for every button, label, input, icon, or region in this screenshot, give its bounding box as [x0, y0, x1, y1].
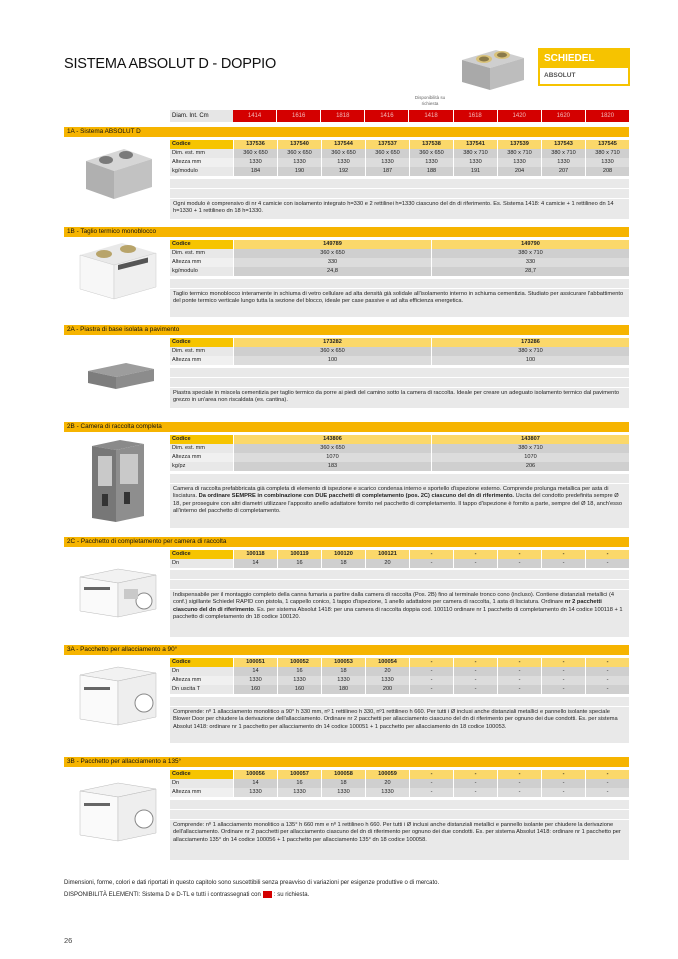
section-3b	[64, 757, 629, 862]
row-label: kg/pz	[170, 462, 233, 471]
table-cell: 184	[234, 167, 277, 176]
table-cell: -	[586, 550, 629, 559]
section-description: Ogni modulo è comprensivo di nr 4 camicie con isolamento integrato h=330 e 2 rettilinei h=1330 ciascuno del dn di riferimento. Es. Sistema 1418: 4 camicie + 1 rettilineo dn 14 h=1330 + 1 rettilineo dn 18 h=1330.	[170, 199, 629, 219]
table-cell: -	[454, 676, 497, 685]
table-cell: -	[454, 559, 497, 568]
table-row	[170, 240, 629, 249]
table-cell: -	[410, 779, 453, 788]
row-label: Altezza mm	[170, 453, 233, 462]
footer-disclaimer: Dimensioni, forme, colori e dati riportati in questo capitolo sono suscettibili senza preavviso di variazioni per esigenze produttive o di mercato.	[64, 880, 440, 886]
table-cell: 188	[410, 167, 453, 176]
table-cell: 1330	[322, 158, 365, 167]
collection-chamber-image	[90, 438, 146, 524]
spacer-strip	[170, 800, 629, 809]
section-description: Comprende: nº 1 allacciamento monolitico a 135° h 660 mm e nº 1 rettilineo h 660. Per tutti i Ø inclusi anche distanziali metallici e pannello isolante per chiudere la derivazione dell'allacciamento. Ordinare nr 2 pacchetti per allacciamento ciascuno del dn di riferimento per ognuno dei due condotti. Es. per sistema Absolut 1418: ordinare nr 1 pacchetto per allacciamento 135° dn 14 codice 100056 + 1 pacchetto per allacciamento 135° dn 18 codice 100058.	[170, 820, 629, 860]
table-cell: 1330	[278, 158, 321, 167]
table-cell: 1330	[322, 788, 365, 797]
table-row	[170, 249, 629, 258]
table-row	[170, 167, 629, 176]
table-row	[170, 453, 629, 462]
chimney-block-image	[458, 42, 528, 92]
table-cell: -	[410, 559, 453, 568]
table-cell: 200	[366, 685, 409, 694]
table-cell: 100118	[234, 550, 277, 559]
table-cell: 380 x 710	[498, 149, 541, 158]
diameter-col: 1416	[365, 110, 408, 122]
row-label: Codice	[170, 770, 233, 779]
table-cell: 1330	[234, 676, 277, 685]
table-cell: -	[586, 770, 629, 779]
diameter-header	[170, 110, 629, 122]
row-label: Codice	[170, 240, 233, 249]
table-cell: -	[410, 770, 453, 779]
spacer-strip	[170, 697, 629, 706]
table-cell: 100058	[322, 770, 365, 779]
diameter-header-label: Diam. Int. Cm	[170, 110, 233, 122]
spacer-strip	[170, 570, 629, 579]
table-cell: 16	[278, 559, 321, 568]
table-cell: 137540	[278, 140, 321, 149]
table-cell: 137541	[454, 140, 497, 149]
table-cell: -	[542, 667, 585, 676]
table-cell: 360 x 650	[366, 149, 409, 158]
table-row	[170, 356, 629, 365]
section-title: 2B - Camera di raccolta completa	[64, 422, 629, 432]
section-title: 1B - Taglio termico monoblocco	[64, 227, 629, 237]
table-cell: 360 x 650	[234, 249, 431, 258]
table-cell: 173286	[432, 338, 629, 347]
table-cell: 20	[366, 559, 409, 568]
table-cell: 1330	[234, 788, 277, 797]
table-cell: 149789	[234, 240, 431, 249]
table-cell: 143806	[234, 435, 431, 444]
table-cell: 180	[322, 685, 365, 694]
table-cell: 380 x 710	[432, 249, 629, 258]
table-cell: 191	[454, 167, 497, 176]
table-cell: 1330	[278, 788, 321, 797]
row-label: Codice	[170, 338, 233, 347]
diameter-col: 1618	[454, 110, 497, 122]
table-cell: 380 x 710	[454, 149, 497, 158]
table-cell: 1070	[234, 453, 431, 462]
table-cell: 1070	[432, 453, 629, 462]
table-cell: 100054	[366, 658, 409, 667]
table-cell: 18	[322, 559, 365, 568]
section-description: Camera di raccolta prefabbricata già completa di elemento di ispezione e scarico condensa interno e sportello d'ispezione esterno. Comprende prolunga metallica per asta di lisciatura. Da ordinare SEMPRE in combinazione con DUE pacchetti di completamento (pos. 2C) ciascuno del dn di riferimento. Uscita del condotto predefinita sempre Ø 18, per proseguire con altri diametri utilizzare l'apposito anello adattatore fornito nel pacchetto di completamento. Il tappo d'ispezione è fornito a parte, sempre del Ø 18, anch'esso all'interno del pacchetto di completamento.	[170, 484, 629, 528]
table-row	[170, 338, 629, 347]
spacer-strip	[170, 179, 629, 188]
table-cell: 330	[234, 258, 431, 267]
table-row	[170, 788, 629, 797]
table-cell: -	[410, 788, 453, 797]
spacer-strip	[170, 474, 629, 483]
row-label: Dn	[170, 559, 233, 568]
red-marker-icon	[263, 891, 272, 898]
section-2c	[64, 537, 629, 639]
table-cell: 360 x 650	[278, 149, 321, 158]
table-cell: 380 x 710	[432, 444, 629, 453]
table-cell: 16	[278, 779, 321, 788]
row-label: Dim. est. mm	[170, 249, 233, 258]
table-cell: 137539	[498, 140, 541, 149]
table-cell: 187	[366, 167, 409, 176]
diameter-col: 1414	[233, 110, 276, 122]
table-cell: -	[454, 667, 497, 676]
table-cell: 1330	[234, 158, 277, 167]
table-cell: -	[498, 550, 541, 559]
table-cell: 173282	[234, 338, 431, 347]
row-label: kg/modulo	[170, 167, 233, 176]
table-cell: -	[498, 685, 541, 694]
table-row	[170, 444, 629, 453]
availability-note: Disponibilità su richiesta	[414, 95, 446, 106]
table-cell: -	[498, 770, 541, 779]
table-cell: 137536	[234, 140, 277, 149]
table-row	[170, 550, 629, 559]
table-cell: 330	[432, 258, 629, 267]
table-cell: 100120	[322, 550, 365, 559]
table-cell: 137538	[410, 140, 453, 149]
section-title: 2C - Pacchetto di completamento per camera di raccolta	[64, 537, 629, 547]
table-cell: -	[410, 550, 453, 559]
table-cell: 380 x 710	[542, 149, 585, 158]
row-label: Dim. est. mm	[170, 347, 233, 356]
thermal-block-image	[78, 241, 158, 301]
table-cell: -	[498, 779, 541, 788]
table-cell: 20	[366, 667, 409, 676]
table-row	[170, 779, 629, 788]
table-row	[170, 140, 629, 149]
table-cell: 14	[234, 779, 277, 788]
row-label: Dn uscita T	[170, 685, 233, 694]
section-2a	[64, 325, 629, 410]
table-cell: 100121	[366, 550, 409, 559]
section-3a	[64, 645, 629, 745]
table-cell: 14	[234, 667, 277, 676]
table-cell: -	[586, 788, 629, 797]
row-label: Codice	[170, 140, 233, 149]
table-row	[170, 158, 629, 167]
table-row	[170, 559, 629, 568]
row-label: Altezza mm	[170, 258, 233, 267]
table-cell: 192	[322, 167, 365, 176]
section-title: 2A - Piastra di base isolata a pavimento	[64, 325, 629, 335]
table-cell: 1330	[498, 158, 541, 167]
row-label: Altezza mm	[170, 158, 233, 167]
connection-135-kit-image	[78, 779, 162, 845]
table-cell: 137543	[542, 140, 585, 149]
spacer-strip	[170, 810, 629, 819]
row-label: Altezza mm	[170, 356, 233, 365]
table-cell: 208	[586, 167, 629, 176]
table-cell: 100052	[278, 658, 321, 667]
table-row	[170, 770, 629, 779]
table-cell: -	[542, 550, 585, 559]
table-cell: 100	[234, 356, 431, 365]
diameter-col: 1820	[586, 110, 629, 122]
table-cell: 1330	[366, 158, 409, 167]
table-3b	[170, 770, 629, 797]
footer-availability: DISPONIBILITÀ ELEMENTI: Sistema D e D-TL e tutti i contrassegnati con : su richiesta.	[64, 892, 310, 899]
table-row	[170, 658, 629, 667]
table-row	[170, 435, 629, 444]
table-cell: 14	[234, 559, 277, 568]
table-2c	[170, 550, 629, 568]
table-cell: -	[498, 788, 541, 797]
table-cell: 20	[366, 779, 409, 788]
table-cell: -	[454, 685, 497, 694]
table-cell: -	[454, 779, 497, 788]
table-row	[170, 149, 629, 158]
table-cell: 18	[322, 779, 365, 788]
table-cell: -	[542, 559, 585, 568]
table-cell: -	[542, 685, 585, 694]
table-cell: 360 x 650	[234, 347, 431, 356]
double-block-image	[84, 145, 154, 201]
diameter-col: 1418	[409, 110, 452, 122]
row-label: Codice	[170, 435, 233, 444]
diameter-col: 1818	[321, 110, 364, 122]
table-cell: -	[586, 667, 629, 676]
table-cell: 137537	[366, 140, 409, 149]
brand-logo	[538, 48, 630, 86]
section-description: Piastra speciale in miscela cementizia per taglio termico da porre ai piedi del camino sotto la camera di raccolta. Ideale per creare un adeguato isolamento termico dal pavimento grezzo in un'area non riscaldata (es. cantina).	[170, 388, 629, 408]
table-cell: -	[586, 658, 629, 667]
brand-name: SCHIEDEL	[540, 50, 628, 68]
table-cell: 24,8	[234, 267, 431, 276]
table-cell: 360 x 650	[410, 149, 453, 158]
table-cell: -	[410, 685, 453, 694]
table-cell: 160	[234, 685, 277, 694]
table-cell: 100	[432, 356, 629, 365]
table-cell: -	[410, 658, 453, 667]
table-row	[170, 676, 629, 685]
table-cell: -	[498, 559, 541, 568]
table-cell: -	[542, 770, 585, 779]
table-cell: 360 x 650	[322, 149, 365, 158]
row-label: Codice	[170, 550, 233, 559]
table-cell: 360 x 650	[234, 444, 431, 453]
table-2b	[170, 435, 629, 471]
base-plate-image	[86, 361, 156, 391]
table-cell: -	[454, 770, 497, 779]
table-cell: 137544	[322, 140, 365, 149]
table-cell: 1330	[410, 158, 453, 167]
section-description: Comprende: nº 1 allacciamento monolitico a 90° h 330 mm, nº 1 rettilineo h 330, nº1 rettilineo h 660. Per tutti i Ø inclusi anche distanziali metallici e pannello isolante speciale Blower Door per chiudere la derivazione dell'allacciamento. Ordinare nr 2 pacchetti per allacciamento ciascuno del dn di riferimento per ognuno dei due condotti. Es. per sistema Absolut 1418: ordinare nr 1 pacchetto per allacciamento dn 14 codice 100051 + 1 pacchetto per allacciamento dn 18 codice 100053.	[170, 707, 629, 743]
table-3a	[170, 658, 629, 694]
table-cell: 149790	[432, 240, 629, 249]
spacer-strip	[170, 368, 629, 377]
section-description: Indispensabile per il montaggio completo della canna fumaria a partire dalla camera di raccolta (Pos. 2B) fino al terminale tronco cono (incluso). Contiene distanziali metallici (4 conf.) sigillante Schiedel RAPID con pistola, 1 cappello conico, 1 tappo d'ispezione, 1 anello adattatore per camera di raccolta, 1 asta di lisciatura. Ordinare nr 2 pacchetti ciascuno del dn di riferimento. Es. per sistema Absolut 1418: per una camera di raccolta doppia cod. 100110 ordinare nr 1 pacchetto di completamento dn 14 codice 100118 + 1 pacchetto di completamento dn 18 codice 100120.	[170, 590, 629, 637]
table-cell: -	[454, 550, 497, 559]
table-cell: 1330	[278, 676, 321, 685]
table-cell: -	[498, 667, 541, 676]
table-cell: -	[586, 779, 629, 788]
table-cell: 100057	[278, 770, 321, 779]
table-cell: 18	[322, 667, 365, 676]
table-cell: 380 x 710	[586, 149, 629, 158]
table-cell: 1330	[366, 676, 409, 685]
table-cell: 360 x 650	[234, 149, 277, 158]
table-cell: 1330	[322, 676, 365, 685]
table-cell: 100051	[234, 658, 277, 667]
table-cell: 160	[278, 685, 321, 694]
section-title: 3A - Pacchetto per allacciamento a 90°	[64, 645, 629, 655]
connection-90-kit-image	[78, 663, 162, 729]
completion-kit-image	[78, 565, 162, 623]
spacer-strip	[170, 580, 629, 589]
table-row	[170, 685, 629, 694]
table-cell: 206	[432, 462, 629, 471]
table-1b	[170, 240, 629, 276]
table-cell: 1330	[586, 158, 629, 167]
section-title: 3B - Pacchetto per allacciamento a 135°	[64, 757, 629, 767]
page-title: SISTEMA ABSOLUT D - DOPPIO	[64, 56, 277, 72]
brand-line: ABSOLUT	[544, 72, 576, 79]
diameter-col: 1420	[498, 110, 541, 122]
table-cell: -	[542, 788, 585, 797]
row-label: Codice	[170, 658, 233, 667]
row-label: kg/modulo	[170, 267, 233, 276]
table-cell: -	[498, 676, 541, 685]
table-cell: 1330	[542, 158, 585, 167]
table-cell: -	[454, 658, 497, 667]
section-1b	[64, 227, 629, 319]
table-cell: 100056	[234, 770, 277, 779]
table-cell: -	[410, 667, 453, 676]
spacer-strip	[170, 279, 629, 288]
table-cell: 204	[498, 167, 541, 176]
spacer-strip	[170, 189, 629, 198]
table-cell: -	[542, 779, 585, 788]
table-cell: 28,7	[432, 267, 629, 276]
row-label: Altezza mm	[170, 676, 233, 685]
table-cell: 100119	[278, 550, 321, 559]
table-cell: 137545	[586, 140, 629, 149]
diameter-col: 1620	[542, 110, 585, 122]
table-cell: -	[586, 676, 629, 685]
table-row	[170, 462, 629, 471]
section-1a	[64, 127, 629, 222]
section-2b	[64, 422, 629, 530]
table-cell: -	[410, 676, 453, 685]
table-cell: -	[586, 685, 629, 694]
table-cell: -	[542, 658, 585, 667]
table-cell: 16	[278, 667, 321, 676]
row-label: Dim. est. mm	[170, 149, 233, 158]
diameter-col: 1616	[277, 110, 320, 122]
row-label: Dn	[170, 779, 233, 788]
table-cell: -	[498, 658, 541, 667]
row-label: Altezza mm	[170, 788, 233, 797]
table-cell: 143807	[432, 435, 629, 444]
table-cell: -	[586, 559, 629, 568]
table-row	[170, 347, 629, 356]
row-label: Dn	[170, 667, 233, 676]
table-cell: 100059	[366, 770, 409, 779]
table-cell: 207	[542, 167, 585, 176]
table-row	[170, 667, 629, 676]
table-row	[170, 258, 629, 267]
spacer-strip	[170, 378, 629, 387]
table-row	[170, 267, 629, 276]
page-number: 26	[64, 936, 73, 945]
table-cell: 183	[234, 462, 431, 471]
table-cell: -	[454, 788, 497, 797]
table-1a	[170, 140, 629, 176]
table-cell: 190	[278, 167, 321, 176]
section-description: Taglio termico monoblocco interamente in schiuma di vetro cellulare ad alta densità già solidale all'isolamento interno in schiuma cementizia. Studiato per assicurare l'abbattimento del ponte termico verticale lungo tutta la sezione del blocco, ideale per case passive e ad alta efficienza energetica.	[170, 289, 629, 317]
table-cell: 1330	[366, 788, 409, 797]
table-cell: 100053	[322, 658, 365, 667]
table-2a	[170, 338, 629, 365]
table-cell: 380 x 710	[432, 347, 629, 356]
section-title: 1A - Sistema ABSOLUT D	[64, 127, 629, 137]
row-label: Dim. est. mm	[170, 444, 233, 453]
table-cell: 1330	[454, 158, 497, 167]
table-cell: -	[542, 676, 585, 685]
